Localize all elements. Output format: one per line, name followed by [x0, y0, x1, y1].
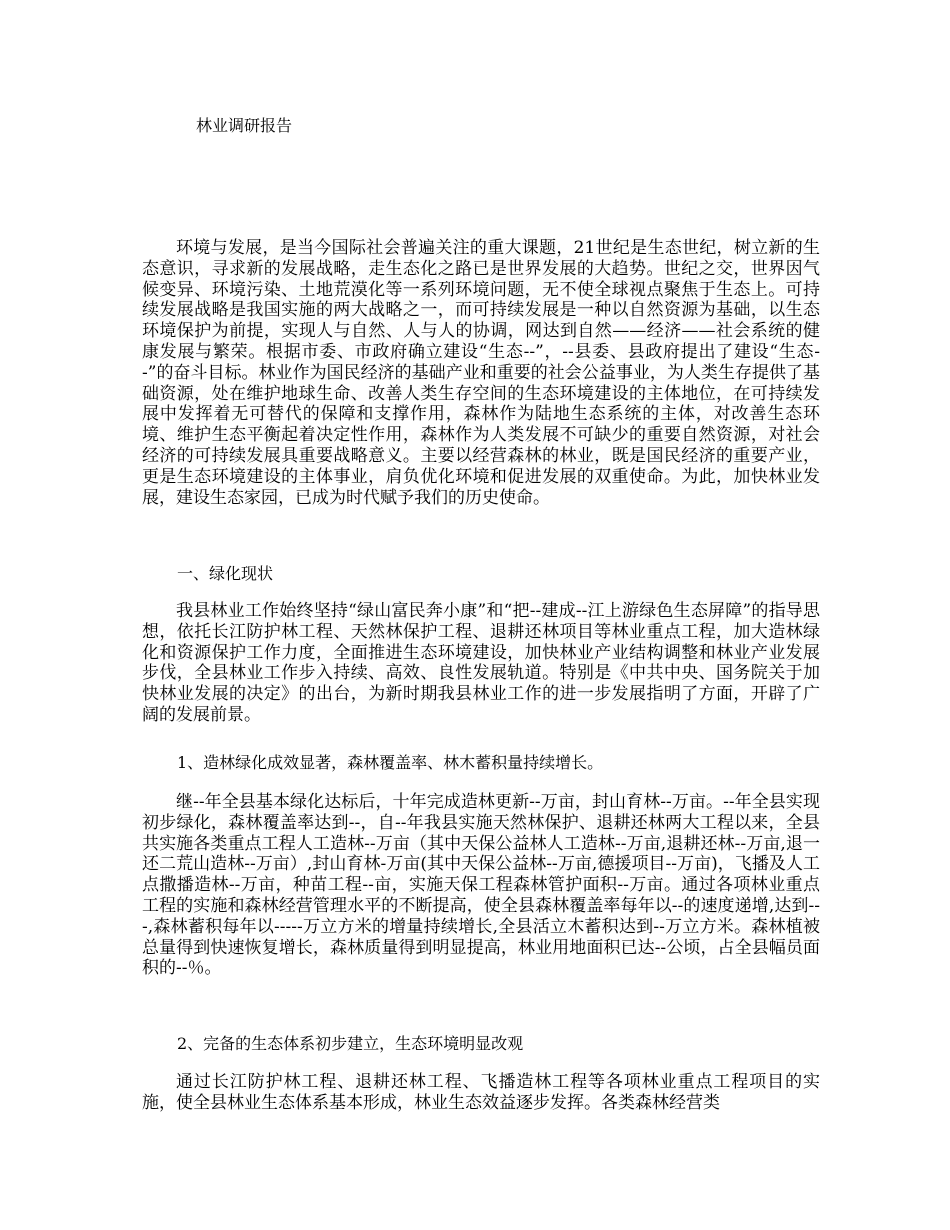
subsection-heading-afforestation: 1、造林绿化成效显著，森林覆盖率、林木蓄积量持续增长。 — [177, 753, 604, 772]
subsection-heading-ecosystem: 2、完备的生态体系初步建立，生态环境明显改观 — [177, 1034, 524, 1053]
paragraph-afforestation: 继--年全县基本绿化达标后，十年完成造林更新--万亩，封山育林--万亩。--年全县实现初步绿化，森林覆盖率达到--，自--年我县实施天然林保护、退耕还林两大工程以来，全县共实施各类重点工程人工造林--万亩（其中天保公益林人工造林--万亩,退耕还林--万亩,退一还二荒山造林--万亩）,封山育林-万亩(其中天保公益林--万亩,德援项目--万亩)，飞播及人工点撒播造林--万亩，种苗工程--亩，实施天保工程森林管护面积--万亩。通过各项林业重点工程的实施和森林经营管理水平的不断提高，使全县森林覆盖率每年以--的速度递增,达到---,森林蓄积每年以-----万立方米的增量持续增长,全县活立木蓄积达到--万立方米。森林植被总量得到快速恢复增长，森林质量得到明显提高，林业用地面积已达--公顷，占全县幅员面积的--％。 — [142, 792, 820, 979]
section-heading-greening-status: 一、绿化现状 — [177, 564, 274, 583]
document-title: 林业调研报告 — [196, 116, 293, 135]
paragraph-intro: 环境与发展，是当今国际社会普遍关注的重大课题，21世纪是生态世纪，树立新的生态意识，寻求新的发展战略，走生态化之路已是世界发展的大趋势。世纪之交，世界因气候变异、环境污染、土地荒漠化等一系列环境问题，无不使全球视点聚焦于生态上。可持续发展战略是我国实施的两大战略之一，而可持续发展是一种以自然资源为基础，以生态环境保护为前提，实现人与自然、人与人的协调，网达到自然——经济——社会系统的健康发展与繁荣。根据市委、市政府确立建设“生态--”，--县委、县政府提出了建设“生态--”的奋斗目标。林业作为国民经济的基础产业和重要的社会公益事业，为人类生存提供了基础资源，处在维护地球生命、改善人类生存空间的生态环境建设的主体地位，在可持续发展中发挥着无可替代的保障和支撑作用，森林作为陆地生态系统的主体，对改善生态环境、维护生态平衡起着决定性作用，森林作为人类发展不可缺少的重要自然资源，对社会经济的可持续发展具重要战略意义。主要以经营森林的林业，既是国民经济的重要产业，更是生态环境建设的主体事业，肩负优化环境和促进发展的双重使命。为此，加快林业发展，建设生态家园，已成为时代赋予我们的历史使命。 — [142, 238, 820, 508]
paragraph-ecosystem: 通过长江防护林工程、退耕还林工程、飞播造林工程等各项林业重点工程项目的实施，使全县林业生态体系基本形成，林业生态效益逐步发挥。各类森林经营类 — [142, 1072, 820, 1113]
paragraph-greening-status: 我县林业工作始终坚持“绿山富民奔小康”和“把--建成--江上游绿色生态屏障”的指导思想，依托长江防护林工程、天然林保护工程、退耕还林项目等林业重点工程，加大造林绿化和资源保护工作力度，全面推进生态环境建设，加快林业产业结构调整和林业产业发展步伐，全县林业工作步入持续、高效、良性发展轨道。特别是《中共中央、国务院关于加快林业发展的决定》的出台，为新时期我县林业工作的进一步发展指明了方面，开辟了广阔的发展前景。 — [142, 601, 820, 725]
